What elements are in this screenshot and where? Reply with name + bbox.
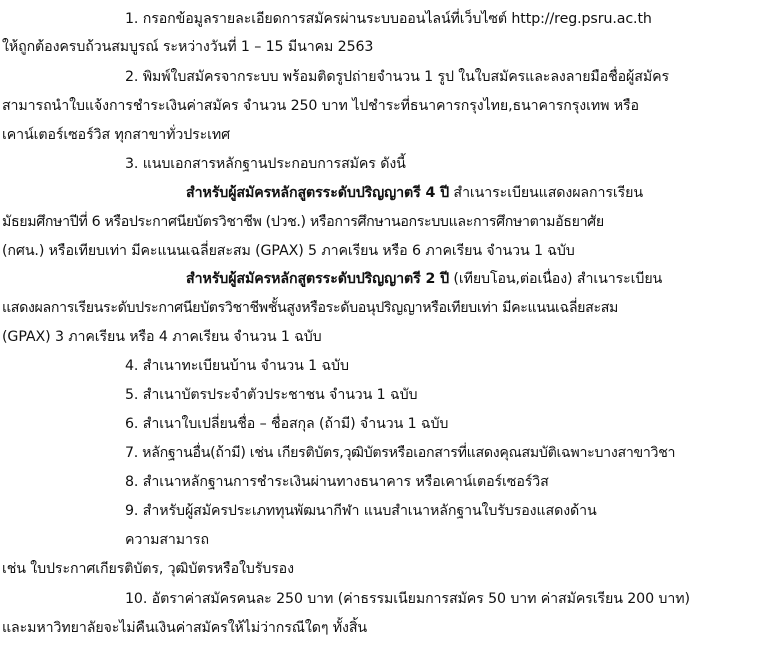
- item-10-line-2: และมหาวิทยาลัยจะไม่คืนเงินค่าสมัครให้ไม่ว่ากรณีใดๆ ทั้งสิ้น: [2, 620, 367, 636]
- bachelor-4-year-line-2: มัธยมศึกษาปีที่ 6 หรือประกาศนียบัตรวิชาชีพ (ปวช.) หรือการศึกษานอกระบบและการศึกษาตามอัธยาศัย: [2, 214, 604, 230]
- item-2-line-3: เคาน์เตอร์เซอร์วิส ทุกสาขาทั่วประเทศ: [2, 127, 231, 143]
- bachelor-2-year-heading: สำหรับผู้สมัครหลักสูตรระดับปริญญาตรี 2 ปี: [186, 271, 449, 287]
- bachelor-4-year-heading: สำหรับผู้สมัครหลักสูตรระดับปริญญาตรี 4 ปี: [186, 185, 449, 201]
- item-3-line-1: 3. แนบเอกสารหลักฐานประกอบการสมัคร ดังนี้: [125, 156, 406, 172]
- bachelor-2-year-line-3: (GPAX) 3 ภาคเรียน หรือ 4 ภาคเรียน จำนวน 1 ฉบับ: [2, 329, 322, 345]
- item-9-line-2: ความสามารถ: [125, 532, 209, 548]
- item-1-line-2: ให้ถูกต้องครบถ้วนสมบูรณ์ ระหว่างวันที่ 1 – 15 มีนาคม 2563: [2, 39, 374, 55]
- bachelor-2-year-line-1: [186, 268, 662, 290]
- bachelor-4-year-line-1: [186, 182, 643, 204]
- item-9-line-1: 9. สำหรับผู้สมัครประเภททุนพัฒนากีฬา แนบสำเนาหลักฐานใบรับรองแสดงด้าน: [125, 503, 597, 519]
- item-4: 4. สำเนาทะเบียนบ้าน จำนวน 1 ฉบับ: [125, 358, 349, 374]
- bachelor-2-year-line-2: แสดงผลการเรียนระดับประกาศนียบัตรวิชาชีพชั้นสูงหรือระดับอนุปริญญาหรือเทียบเท่า มีคะแนนเฉลี่ยสะสม: [2, 300, 619, 316]
- item-10-line-1: 10. อัตราค่าสมัครคนละ 250 บาท (ค่าธรรมเนียมการสมัคร 50 บาท ค่าสมัครเรียน 200 บาท): [125, 591, 690, 607]
- item-2-line-1: 2. พิมพ์ใบสมัครจากระบบ พร้อมติดรูปถ่ายจำนวน 1 รูป ในใบสมัครและลงลายมือชื่อผู้สมัคร: [125, 69, 669, 85]
- item-6: 6. สำเนาใบเปลี่ยนชื่อ – ชื่อสกุล (ถ้ามี) จำนวน 1 ฉบับ: [125, 416, 449, 432]
- item-2-line-2: สามารถนำใบแจ้งการชำระเงินค่าสมัคร จำนวน 250 บาท ไปชำระที่ธนาคารกรุงไทย,ธนาคารกรุงเทพ หรือ: [2, 98, 639, 114]
- item-7: 7. หลักฐานอื่น(ถ้ามี) เช่น เกียรติบัตร,วุฒิบัตรหรือเอกสารที่แสดงคุณสมบัติเฉพาะบางสาขาวิชา: [125, 445, 676, 461]
- item-9-line-3: เช่น ใบประกาศเกียรติบัตร, วุฒิบัตรหรือใบรับรอง: [2, 561, 294, 577]
- bachelor-4-year-line-1-rest: สำเนาระเบียนแสดงผลการเรียน: [449, 185, 643, 201]
- item-5: 5. สำเนาบัตรประจำตัวประชาชน จำนวน 1 ฉบับ: [125, 387, 418, 403]
- bachelor-2-year-line-1-rest: (เทียบโอน,ต่อเนื่อง) สำเนาระเบียน: [449, 271, 663, 287]
- item-1-line-1: 1. กรอกข้อมูลรายละเอียดการสมัครผ่านระบบออนไลน์ที่เว็บไซต์ http://reg.psru.ac.th: [125, 11, 652, 27]
- bachelor-4-year-line-3: (กศน.) หรือเทียบเท่า มีคะแนนเฉลี่ยสะสม (GPAX) 5 ภาคเรียน หรือ 6 ภาคเรียน จำนวน 1 ฉบับ: [2, 243, 575, 259]
- item-8: 8. สำเนาหลักฐานการชำระเงินผ่านทางธนาคาร หรือเคาน์เตอร์เซอร์วิส: [125, 474, 549, 490]
